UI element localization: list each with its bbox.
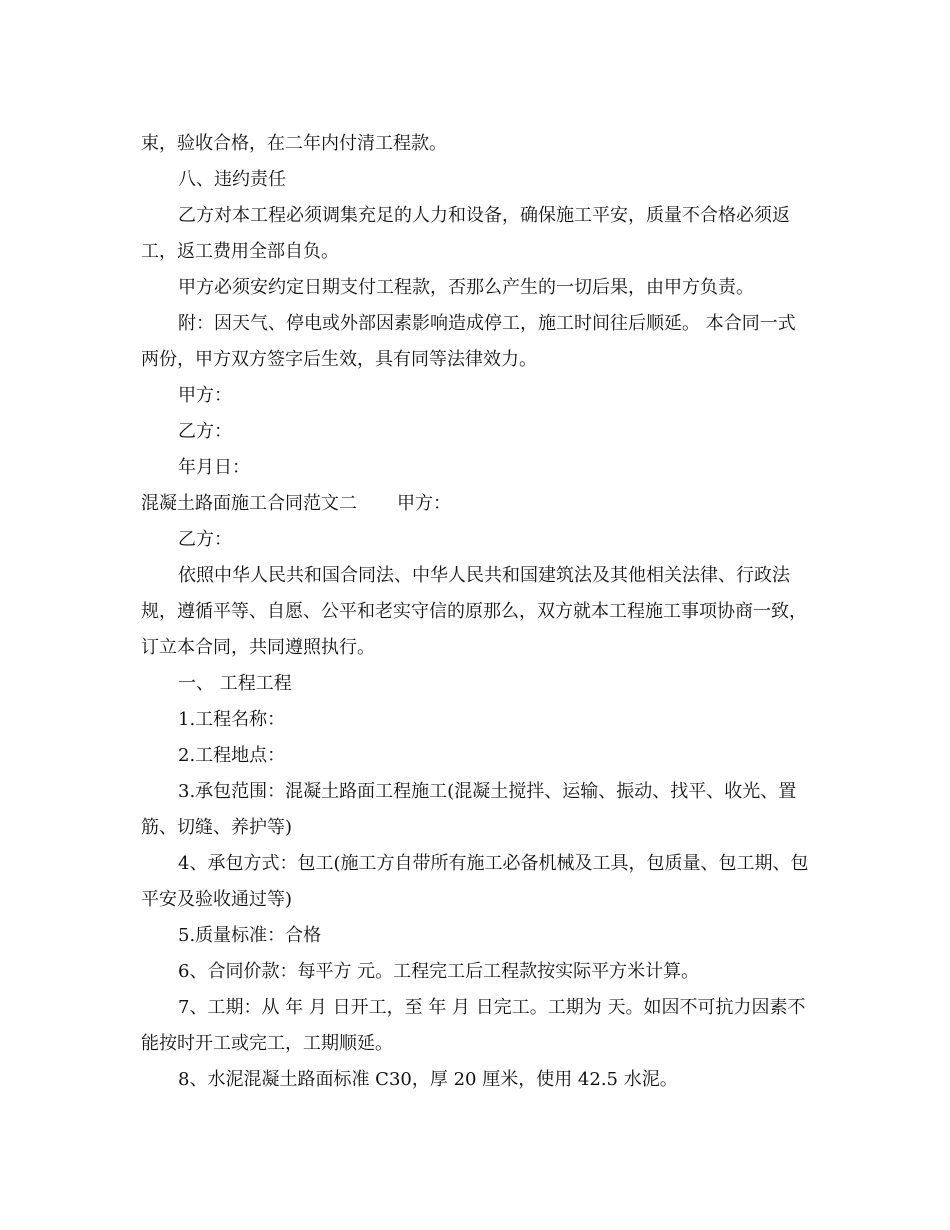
heading-breach-liability: 八、违约责任 (178, 169, 286, 190)
section-title: 混凝土路面施工合同范文二 (141, 493, 357, 514)
item-contract-price: 6、合同价款：每平方 元。工程完工后工程款按实际平方米计算。 (178, 961, 700, 982)
section-party-b: 乙方： (178, 529, 232, 550)
signature-party-b: 乙方： (178, 421, 232, 442)
paragraph-party-b-duty: 乙方对本工程必须调集充足的人力和设备，确保施工平安，质量不合格必须返工，返工费用全部自负。 (141, 205, 790, 262)
item-project-location: 2.工程地点： (178, 745, 286, 766)
signature-party-a: 甲方： (178, 385, 232, 406)
item-concrete-standard: 8、水泥混凝土路面标准 C30，厚 20 厘米，使用 42.5 水泥。 (178, 1069, 678, 1090)
item-schedule: 7、工期：从 年 月 日开工，至 年 月 日完工。工期为 天。如因不可抗力因素不能按时开工或完工，工期顺延。 (141, 997, 806, 1054)
paragraph-appendix: 附：因天气、停电或外部因素影响造成停工，施工时间往后顺延。 本合同一式两份，甲方双方签字后生效，具有同等法律效力。 (141, 313, 796, 370)
item-contract-scope: 3.承包范围：混凝土路面工程施工(混凝土搅拌、运输、振动、找平、收光、置筋、切缝、养护等) (141, 781, 797, 838)
heading-project: 一、 工程工程 (178, 673, 292, 694)
item-quality-standard: 5.质量标准：合格 (178, 925, 322, 946)
section-party-a: 甲方： (397, 493, 451, 514)
paragraph-payment-deadline: 束，验收合格，在二年内付清工程款。 (141, 133, 447, 154)
document-body (141, 126, 811, 1098)
paragraph-party-a-duty: 甲方必须安约定日期支付工程款，否那么产生的一切后果，由甲方负责。 (178, 277, 754, 298)
paragraph-legal-basis: 依照中华人民共和国合同法、中华人民共和国建筑法及其他相关法律、行政法规，遵循平等、自愿、公平和老实守信的原那么，双方就本工程施工事项协商一致，订立本合同，共同遵照执行。 (141, 565, 807, 658)
item-contract-method: 4、承包方式：包工(施工方自带所有施工必备机械及工具，包质量、包工期、包平安及验收通过等) (141, 853, 809, 910)
signature-date: 年月日： (178, 457, 250, 478)
item-project-name: 1.工程名称： (178, 709, 286, 730)
section-title-line (141, 486, 811, 522)
